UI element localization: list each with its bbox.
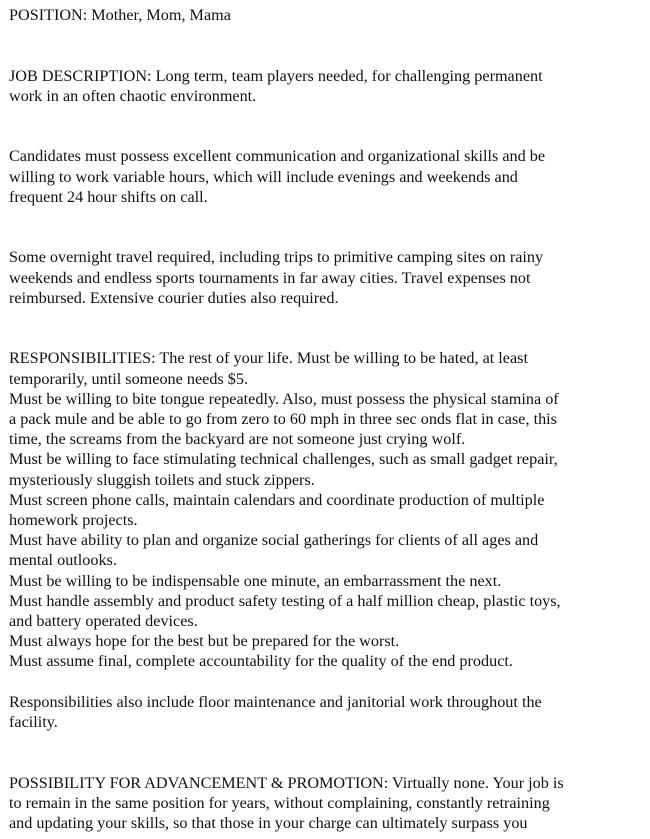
responsibilities-item: RESPONSIBILITIES: The rest of your life. Must be willing to be hated, at least temporarily, until someone needs $5.	[9, 349, 528, 388]
responsibilities-item: Must always hope for the best but be prepared for the worst.	[9, 632, 400, 651]
responsibilities-item: Must be willing to be indispensable one minute, an embarrassment the next.	[9, 571, 502, 590]
spacer	[9, 672, 645, 692]
advancement-paragraph: POSSIBILITY FOR ADVANCEMENT & PROMOTION: Virtually none. Your job is to remain in the same position for years, without complaining, constantly retraining and updating your skills, so that those in your charge can ultimately surpass you	[9, 773, 564, 833]
job-posting-document	[9, 5, 645, 833]
candidates-paragraph: Candidates must possess excellent communication and organizational skills and be willing to work variable hours, which will include evenings and weekends and frequent 24 hour shifts on call.	[9, 147, 546, 206]
responsibilities-section	[9, 348, 645, 671]
spacer	[9, 308, 645, 348]
janitorial-paragraph: Responsibilities also include floor maintenance and janitorial work throughout the facility.	[9, 692, 542, 732]
spacer	[9, 25, 645, 65]
responsibilities-item: Must be willing to bite tongue repeatedly. Also, must possess the physical stamina of a pack mule and be able to go from zero to 60 mph in three sec onds flat in case, this time, the screams from the backyard are not someone just crying wolf.	[9, 389, 559, 449]
travel-paragraph: Some overnight travel required, including trips to primitive camping sites on rainy weekends and endless sports tournaments in far away cities. Travel expenses not reimbursed. Extensive courier duties also required.	[9, 248, 544, 307]
spacer	[9, 732, 645, 772]
job-description-paragraph: JOB DESCRIPTION: Long term, team players needed, for challenging permanent work in an often chaotic environment.	[9, 66, 543, 105]
spacer	[9, 207, 645, 247]
responsibilities-item: Must assume final, complete accountability for the quality of the end product.	[9, 652, 513, 671]
position-line: POSITION: Mother, Mom, Mama	[9, 6, 231, 24]
responsibilities-item: Must handle assembly and product safety testing of a half million cheap, plastic toys, and battery operated devices.	[9, 591, 561, 631]
responsibilities-item: Must screen phone calls, maintain calendars and coordinate production of multiple homework projects.	[9, 490, 545, 530]
responsibilities-item: Must be willing to face stimulating technical challenges, such as small gadget repair, mysteriously sluggish toilets and stuck zippers.	[9, 450, 558, 489]
spacer	[9, 106, 645, 146]
responsibilities-item: Must have ability to plan and organize social gatherings for clients of all ages and mental outlooks.	[9, 531, 539, 570]
